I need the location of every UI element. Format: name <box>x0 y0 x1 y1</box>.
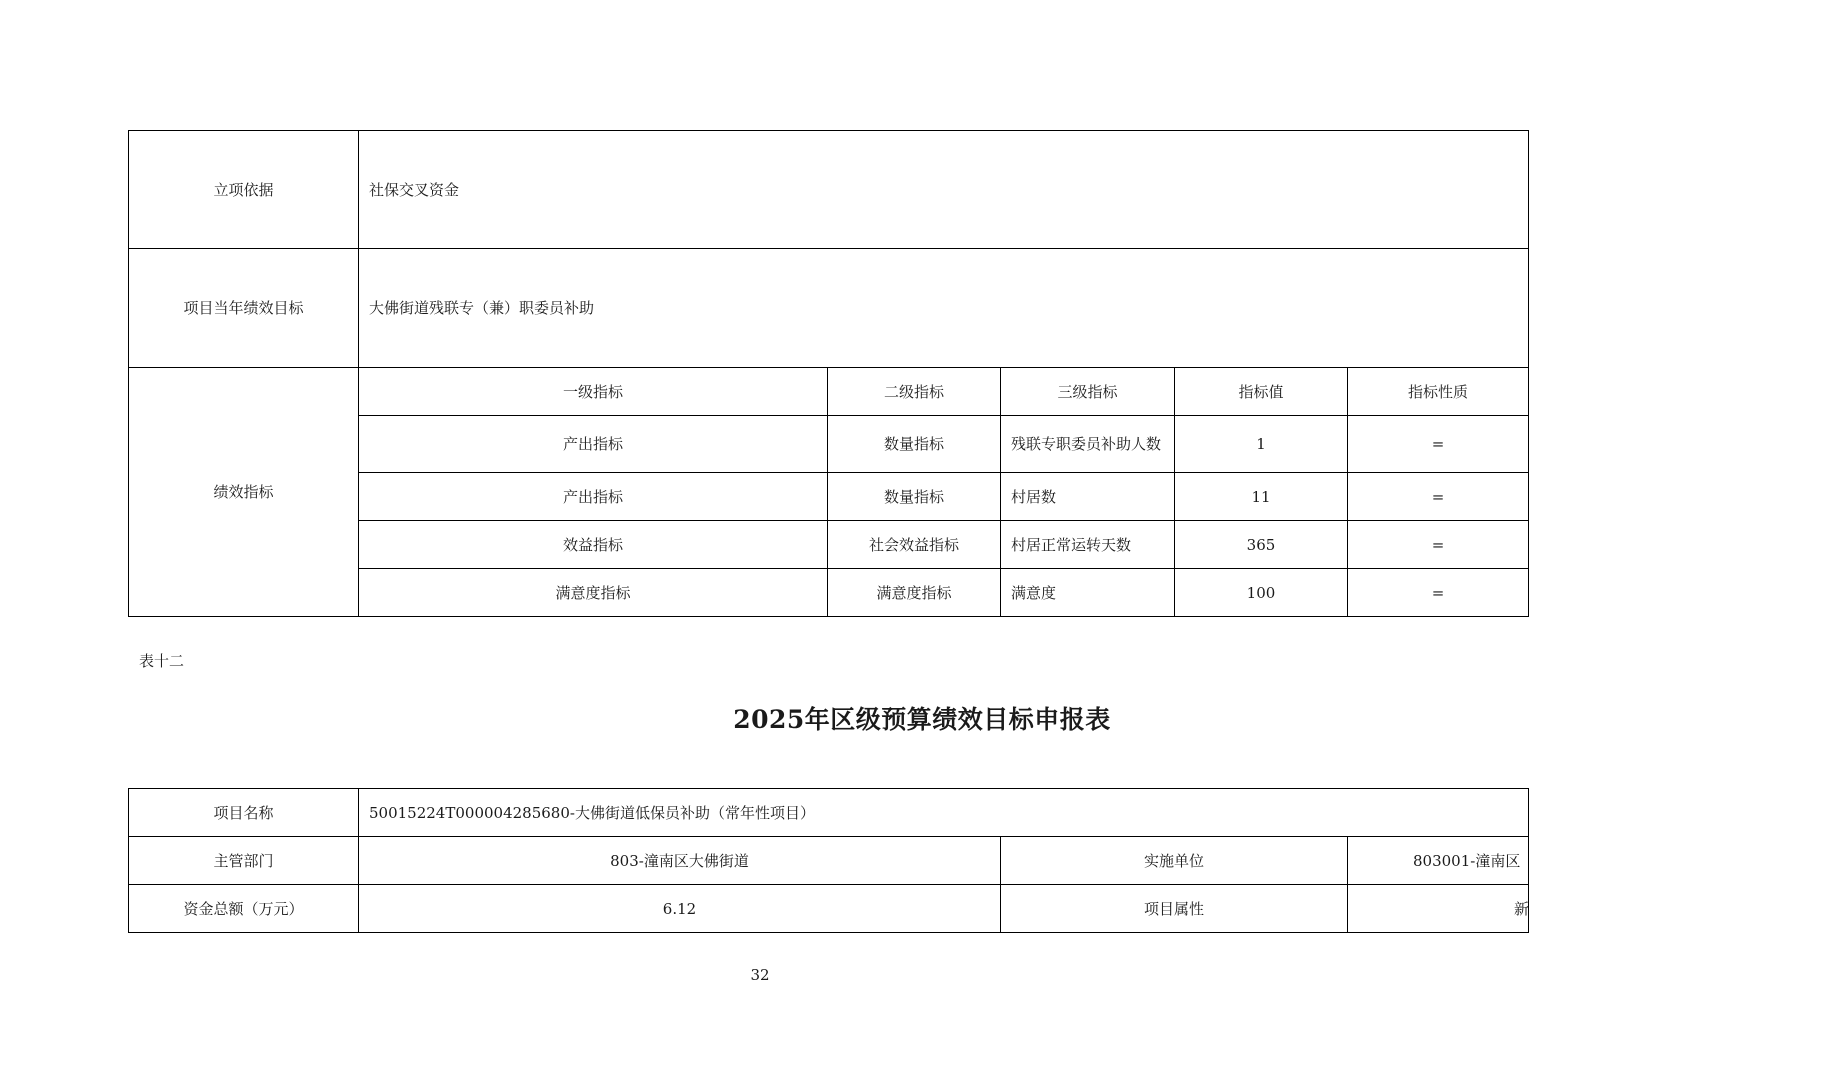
row-level3: 村居数 <box>1001 473 1175 521</box>
row-level2: 数量指标 <box>828 473 1001 521</box>
document-title: 2025年区级预算绩效目标申报表 <box>733 705 1111 734</box>
fund-label: 资金总额（万元） <box>129 885 359 933</box>
row-value: 365 <box>1175 521 1348 569</box>
project-info-table <box>128 788 1529 933</box>
row-level3: 满意度 <box>1001 569 1175 617</box>
impl-label: 实施单位 <box>1001 837 1348 885</box>
impl-value: 803001-潼南区 <box>1348 837 1529 885</box>
row-level1: 产出指标 <box>359 473 828 521</box>
header-level3: 三级指标 <box>1001 368 1175 416</box>
project-name-label: 项目名称 <box>129 789 359 837</box>
header-level2: 二级指标 <box>828 368 1001 416</box>
attr-label: 项目属性 <box>1001 885 1348 933</box>
fund-row <box>129 885 1529 933</box>
table-number-label: 表十二 <box>139 652 185 670</box>
header-nature: 指标性质 <box>1348 368 1529 416</box>
project-name-value: 50015224T000004285680-大佛街道低保员补助（常年性项目） <box>359 789 1529 837</box>
row-value: 11 <box>1175 473 1348 521</box>
indicator-header-row <box>129 368 1529 416</box>
row-level2: 满意度指标 <box>828 569 1001 617</box>
performance-indicator-table <box>128 130 1529 617</box>
row-level1: 满意度指标 <box>359 569 828 617</box>
row-level3: 残联专职委员补助人数 <box>1001 416 1175 473</box>
goal-row <box>129 249 1529 368</box>
goal-label: 项目当年绩效目标 <box>129 249 359 368</box>
project-name-row <box>129 789 1529 837</box>
header-value: 指标值 <box>1175 368 1348 416</box>
row-level3: 村居正常运转天数 <box>1001 521 1175 569</box>
row-level1: 效益指标 <box>359 521 828 569</box>
dept-value: 803-潼南区大佛街道 <box>359 837 1001 885</box>
basis-row <box>129 131 1529 249</box>
row-nature: = <box>1348 521 1529 569</box>
row-level1: 产出指标 <box>359 416 828 473</box>
row-nature: = <box>1348 473 1529 521</box>
attr-value: 新 <box>1348 885 1529 933</box>
basis-value: 社保交叉资金 <box>359 131 1529 249</box>
row-level2: 数量指标 <box>828 416 1001 473</box>
page-number: 32 <box>750 966 770 984</box>
row-level2: 社会效益指标 <box>828 521 1001 569</box>
row-nature: = <box>1348 416 1529 473</box>
row-value: 1 <box>1175 416 1348 473</box>
department-row <box>129 837 1529 885</box>
header-level1: 一级指标 <box>359 368 828 416</box>
indicators-label: 绩效指标 <box>129 368 359 617</box>
goal-value: 大佛街道残联专（兼）职委员补助 <box>359 249 1529 368</box>
fund-value: 6.12 <box>359 885 1001 933</box>
row-nature: = <box>1348 569 1529 617</box>
dept-label: 主管部门 <box>129 837 359 885</box>
basis-label: 立项依据 <box>129 131 359 249</box>
row-value: 100 <box>1175 569 1348 617</box>
